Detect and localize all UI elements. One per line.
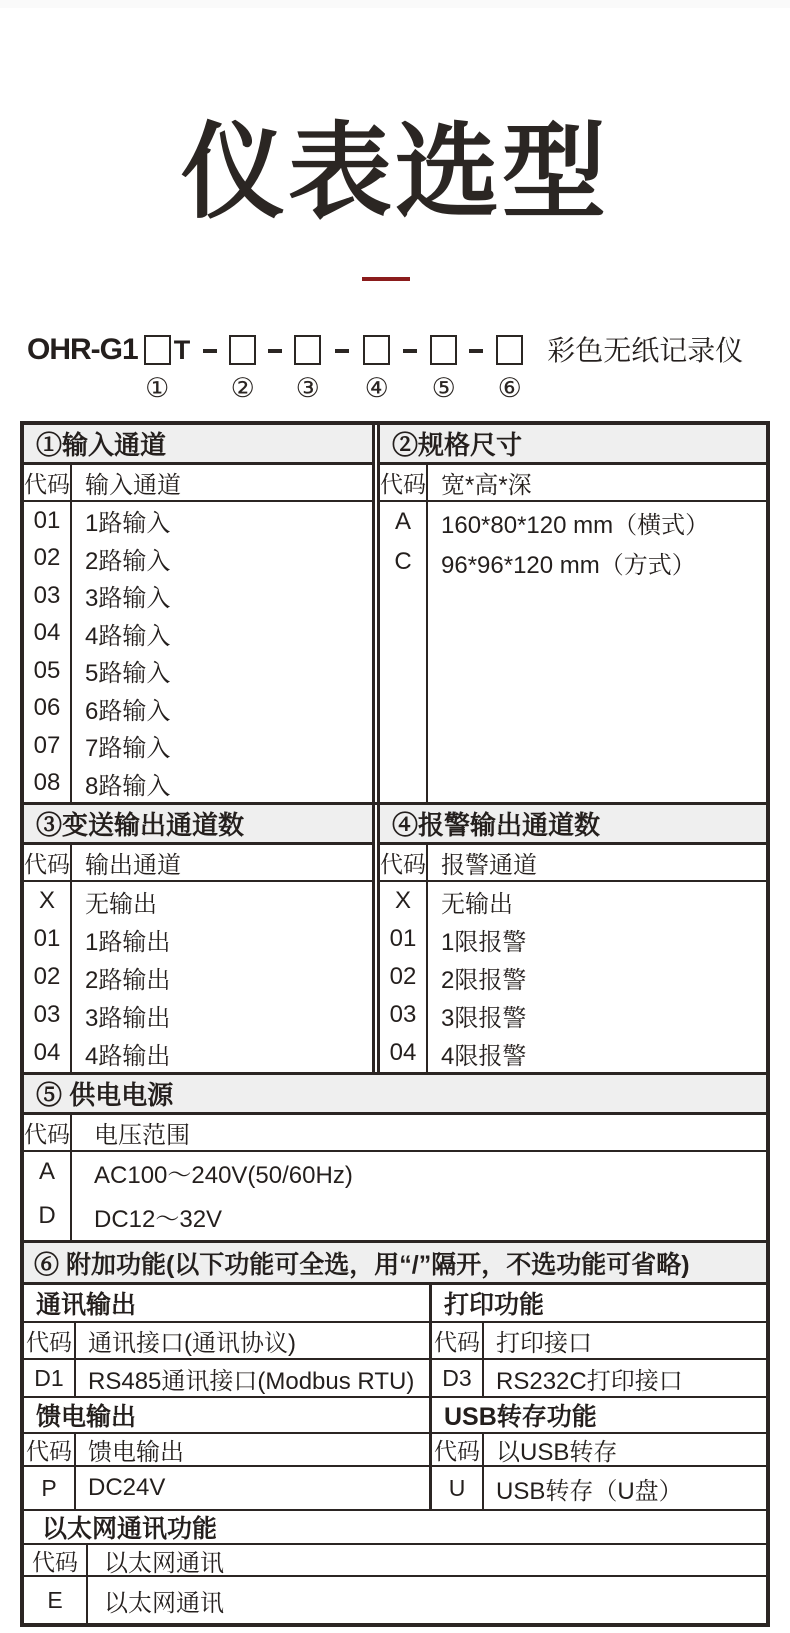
row-label: USB转存（U盘） xyxy=(496,1477,683,1505)
label-column xyxy=(72,1152,766,1240)
code-column xyxy=(380,882,428,1072)
column-header-code: 代码 xyxy=(24,1545,88,1575)
row-label: 以太网通讯 xyxy=(104,1589,224,1617)
separator-dash xyxy=(203,349,217,353)
row-code: A xyxy=(394,508,411,535)
column-header-row xyxy=(24,845,372,882)
row-label: 1限报警 xyxy=(441,928,527,956)
column-header-code: 代码 xyxy=(24,1323,76,1358)
section-header: ①输入通道 xyxy=(24,425,372,465)
band-outputs-and-alarms xyxy=(24,805,766,1072)
section-additional-functions xyxy=(24,1243,766,1623)
row-code: 03 xyxy=(33,1001,61,1028)
code-column xyxy=(380,502,428,802)
row-code: P xyxy=(24,1467,76,1509)
separator-dash xyxy=(335,349,349,353)
row-code: 01 xyxy=(33,506,61,534)
subsection-title: 打印功能 xyxy=(444,1291,545,1319)
row-code: 02 xyxy=(389,963,417,990)
column-header-code: 代码 xyxy=(380,465,428,500)
section-header: ②规格尺寸 xyxy=(380,425,766,465)
model-position-6 xyxy=(496,332,523,402)
row-label: RS485通讯接口(Modbus RTU) xyxy=(88,1367,415,1395)
model-position-1 xyxy=(144,332,171,402)
label-column xyxy=(72,882,372,1072)
right-column xyxy=(432,1285,766,1509)
column-header-row xyxy=(24,1434,429,1467)
row-label: DC12～32V xyxy=(94,1205,223,1233)
code-column xyxy=(24,1152,72,1240)
table-row xyxy=(432,1360,766,1398)
separator-dash xyxy=(403,349,417,353)
column-header-row xyxy=(24,1545,766,1577)
section-input-channels xyxy=(24,425,375,802)
section-power-supply xyxy=(24,1075,766,1240)
row-code: 01 xyxy=(389,925,417,952)
code-column xyxy=(24,882,72,1072)
model-position-3 xyxy=(294,332,321,402)
row-label: 160*80*120 mm（横式） xyxy=(441,511,710,539)
model-box-1-suffix: T xyxy=(173,335,191,365)
row-code: A xyxy=(38,1158,55,1185)
row-code: 03 xyxy=(389,1001,417,1028)
section-data xyxy=(24,502,372,802)
row-code: U xyxy=(432,1467,484,1509)
section-dimensions xyxy=(377,425,766,802)
row-label: RS232C打印接口 xyxy=(496,1367,683,1395)
row-code: 04 xyxy=(389,1039,417,1066)
position-label-4: ④ xyxy=(364,373,389,403)
row-label: DC24V xyxy=(88,1474,166,1501)
column-header-code: 代码 xyxy=(24,845,72,880)
row-label: 5路输入 xyxy=(85,660,171,688)
product-name: 彩色无纸记录仪 xyxy=(547,335,744,366)
separator-dash xyxy=(469,349,483,353)
row-label: 7路输入 xyxy=(85,735,171,763)
row-label: 8路输入 xyxy=(85,772,171,800)
column-header-label: 打印接口 xyxy=(496,1330,592,1357)
subsection-title: 通讯输出 xyxy=(36,1291,137,1319)
selection-table xyxy=(20,421,770,1627)
label-column xyxy=(72,502,372,802)
row-label: 2限报警 xyxy=(441,966,527,994)
section-data xyxy=(380,502,766,802)
title-accent-dash xyxy=(362,277,410,281)
column-header-code: 代码 xyxy=(24,1115,72,1150)
row-label: 2路输入 xyxy=(85,547,171,575)
row-code: 08 xyxy=(33,769,61,797)
position-label-3: ③ xyxy=(295,373,320,403)
row-label: 4限报警 xyxy=(441,1042,527,1070)
column-header-label: 通讯接口(通讯协议) xyxy=(88,1330,296,1357)
row-label: 6路输入 xyxy=(85,697,171,725)
section-data xyxy=(24,882,372,1072)
row-code: 05 xyxy=(33,656,61,684)
model-box-5 xyxy=(430,335,457,365)
separator-dash xyxy=(268,349,282,353)
model-box-4 xyxy=(363,335,390,365)
row-code: D3 xyxy=(432,1360,484,1396)
band-input-and-size xyxy=(24,425,766,802)
row-label: 3限报警 xyxy=(441,1004,527,1032)
column-header-row xyxy=(24,465,372,502)
column-header-label: 输入通道 xyxy=(85,472,181,499)
column-header-row xyxy=(380,845,766,882)
column-header-label: 馈电输出 xyxy=(88,1439,184,1466)
model-box-6 xyxy=(496,335,523,365)
row-label: 3路输出 xyxy=(85,1004,171,1032)
label-column xyxy=(428,882,766,1072)
row-label: 无输出 xyxy=(441,890,513,918)
column-header-code: 代码 xyxy=(380,845,428,880)
model-position-5 xyxy=(430,332,457,402)
model-position-4 xyxy=(363,332,390,402)
position-label-1: ① xyxy=(145,373,170,403)
row-code: D xyxy=(38,1202,56,1229)
column-header-label: 报警通道 xyxy=(441,852,537,879)
column-header-code: 代码 xyxy=(24,465,72,500)
section-data xyxy=(24,1152,766,1240)
code-column xyxy=(24,502,72,802)
table-row xyxy=(24,1360,429,1398)
row-label: 3路输入 xyxy=(85,585,171,613)
row-code: 04 xyxy=(33,619,61,647)
row-code: 01 xyxy=(33,925,61,952)
row-code: 04 xyxy=(33,1039,61,1066)
row-code: X xyxy=(38,887,55,914)
section-header: ④报警输出通道数 xyxy=(380,805,766,845)
row-code: 02 xyxy=(33,963,61,990)
model-box-1 xyxy=(144,335,171,365)
column-header-row xyxy=(24,1115,766,1152)
table-row xyxy=(432,1467,766,1509)
row-label: 1路输出 xyxy=(85,928,171,956)
column-header-label: 输出通道 xyxy=(85,852,181,879)
row-label: 4路输入 xyxy=(85,622,171,650)
model-prefix: OHR-G1 xyxy=(27,333,138,366)
top-strip xyxy=(0,0,790,8)
section-header: ⑥ 附加功能(以下功能可全选，用“/”隔开，不选功能可省略) xyxy=(24,1243,766,1285)
section-data xyxy=(380,882,766,1072)
position-label-6: ⑥ xyxy=(497,373,522,403)
section-transmit-outputs xyxy=(24,805,375,1072)
row-label: 4路输出 xyxy=(85,1042,171,1070)
row-label: 96*96*120 mm（方式） xyxy=(441,551,696,579)
page-title: 仪表选型 xyxy=(180,115,609,231)
column-header-label: 宽*高*深 xyxy=(441,472,532,499)
row-code: E xyxy=(24,1577,88,1623)
row-label: 无输出 xyxy=(85,890,157,918)
model-box-2 xyxy=(229,335,256,365)
column-header-row xyxy=(380,465,766,502)
row-code: C xyxy=(394,548,412,575)
subsection-title: 以太网通讯功能 xyxy=(42,1515,218,1543)
model-box-3 xyxy=(294,335,321,365)
model-position-2 xyxy=(229,332,256,402)
left-column xyxy=(24,1285,432,1509)
row-code: D1 xyxy=(24,1360,76,1396)
column-header-code: 代码 xyxy=(24,1434,76,1465)
column-header-row xyxy=(432,1434,766,1467)
label-column xyxy=(428,502,766,802)
row-label: 2路输出 xyxy=(85,966,171,994)
additional-functions-grid xyxy=(24,1285,766,1509)
table-row xyxy=(24,1577,766,1623)
column-header-label: 电压范围 xyxy=(94,1122,190,1149)
column-header-label: 以太网通讯 xyxy=(104,1549,224,1577)
column-header-code: 代码 xyxy=(432,1434,484,1465)
row-code: 07 xyxy=(33,731,61,759)
section-header: ③变送输出通道数 xyxy=(24,805,372,845)
row-code: X xyxy=(394,887,411,914)
model-code-line xyxy=(27,332,767,402)
row-code: 02 xyxy=(33,544,61,572)
row-label: 1路输入 xyxy=(85,510,171,538)
column-header-row xyxy=(432,1323,766,1360)
row-code: 03 xyxy=(33,581,61,609)
column-header-label: 以USB转存 xyxy=(496,1439,618,1466)
table-row xyxy=(24,1467,429,1509)
section-header: ⑤ 供电电源 xyxy=(24,1075,766,1115)
section-alarm-outputs xyxy=(377,805,766,1072)
column-header-row xyxy=(24,1323,429,1360)
subsection-title: USB转存功能 xyxy=(444,1403,597,1431)
row-code: 06 xyxy=(33,694,61,722)
row-label: AC100～240V(50/60Hz) xyxy=(94,1161,353,1189)
subsection-title: 馈电输出 xyxy=(36,1403,137,1431)
position-label-2: ② xyxy=(230,373,255,403)
column-header-code: 代码 xyxy=(432,1323,484,1358)
position-label-5: ⑤ xyxy=(431,373,456,403)
